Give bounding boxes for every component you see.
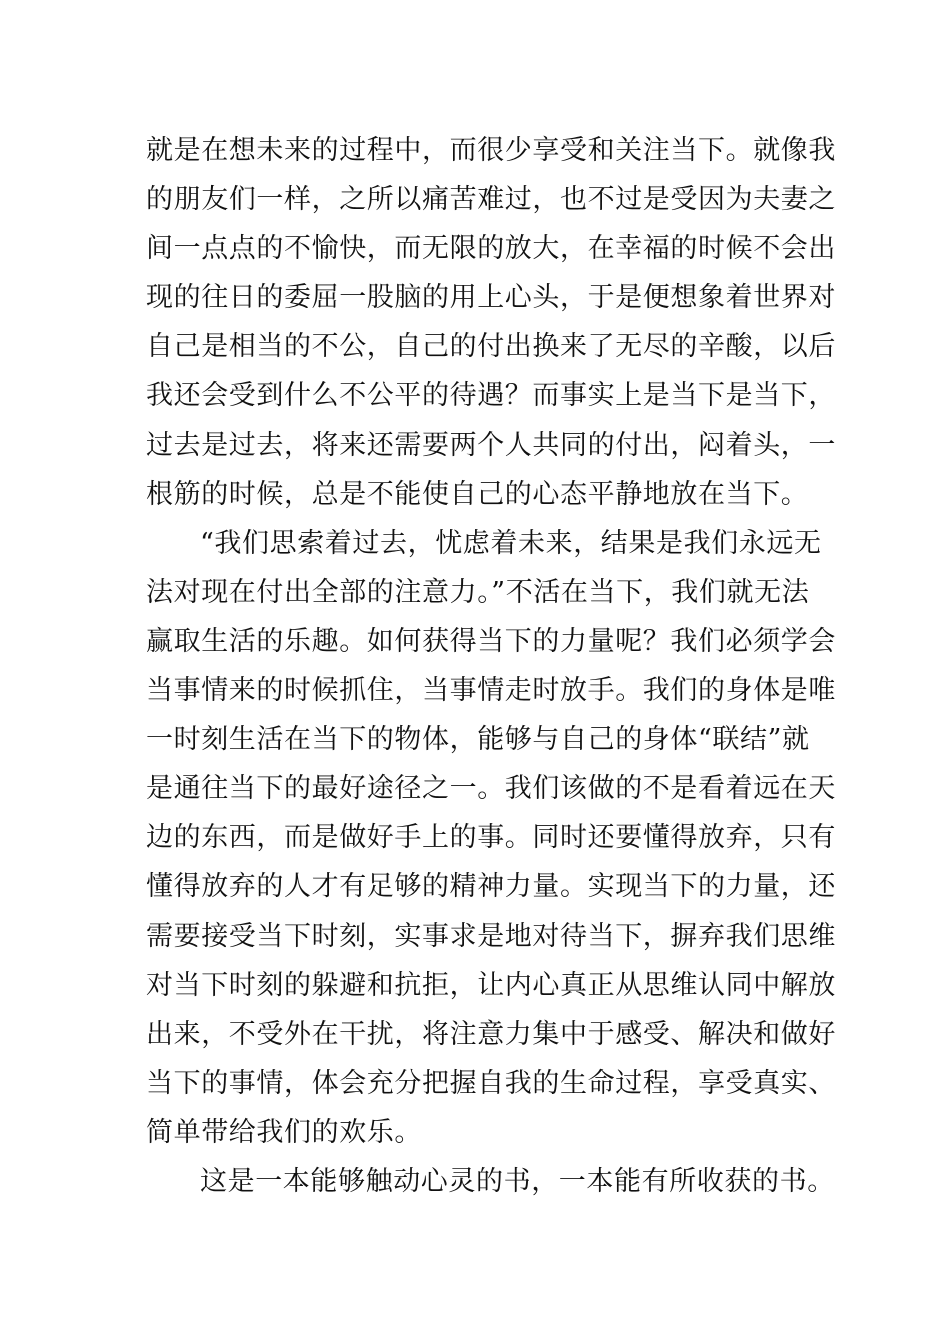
text-line: 赢取生活的乐趣。如何获得当下的力量呢？我们必须学会 bbox=[146, 625, 836, 657]
text-line: 当下的事情，体会充分把握自我的生命过程，享受真实、 bbox=[146, 1067, 836, 1099]
text-line: 法对现在付出全部的注意力。”不活在当下，我们就无法 bbox=[146, 576, 810, 608]
text-line: 当事情来的时候抓住，当事情走时放手。我们的身体是唯 bbox=[146, 675, 836, 707]
text-line: 根筋的时候，总是不能使自己的心态平静地放在当下。 bbox=[146, 478, 809, 510]
paragraph-first-line: “我们思索着过去，忧虑着未来，结果是我们永远无 bbox=[200, 527, 822, 559]
text-line: 过去是过去，将来还需要两个人共同的付出，闷着头，一 bbox=[146, 429, 836, 461]
text-line: 是通往当下的最好途径之一。我们该做的不是看着远在天 bbox=[146, 773, 836, 805]
text-line: 出来，不受外在干扰，将注意力集中于感受、解决和做好 bbox=[146, 1018, 836, 1050]
body-text bbox=[146, 126, 836, 1206]
text-line: 对当下时刻的躲避和抗拒，让内心真正从思维认同中解放 bbox=[146, 969, 836, 1001]
paragraph-first-line: 这是一本能够触动心灵的书，一本能有所收获的书。 bbox=[200, 1165, 835, 1197]
text-line: 懂得放弃的人才有足够的精神力量。实现当下的力量，还 bbox=[146, 871, 836, 903]
text-line: 自己是相当的不公，自己的付出换来了无尽的辛酸，以后 bbox=[146, 331, 836, 363]
text-line: 现的往日的委屈一股脑的用上心头，于是便想象着世界对 bbox=[146, 282, 836, 314]
text-line: 我还会受到什么不公平的待遇？而事实上是当下是当下， bbox=[146, 380, 836, 412]
text-line: 间一点点的不愉快，而无限的放大，在幸福的时候不会出 bbox=[146, 233, 836, 265]
text-line: 一时刻生活在当下的物体，能够与自己的身体“联结”就 bbox=[146, 724, 810, 756]
text-line: 需要接受当下时刻，实事求是地对待当下，摒弃我们思维 bbox=[146, 920, 836, 952]
text-line: 边的东西，而是做好手上的事。同时还要懂得放弃，只有 bbox=[146, 822, 836, 854]
text-line: 就是在想未来的过程中，而很少享受和关注当下。就像我 bbox=[146, 135, 836, 166]
text-line: 的朋友们一样，之所以痛苦难过，也不过是受因为夫妻之 bbox=[146, 184, 836, 216]
text-line: 简单带给我们的欢乐。 bbox=[146, 1116, 422, 1148]
